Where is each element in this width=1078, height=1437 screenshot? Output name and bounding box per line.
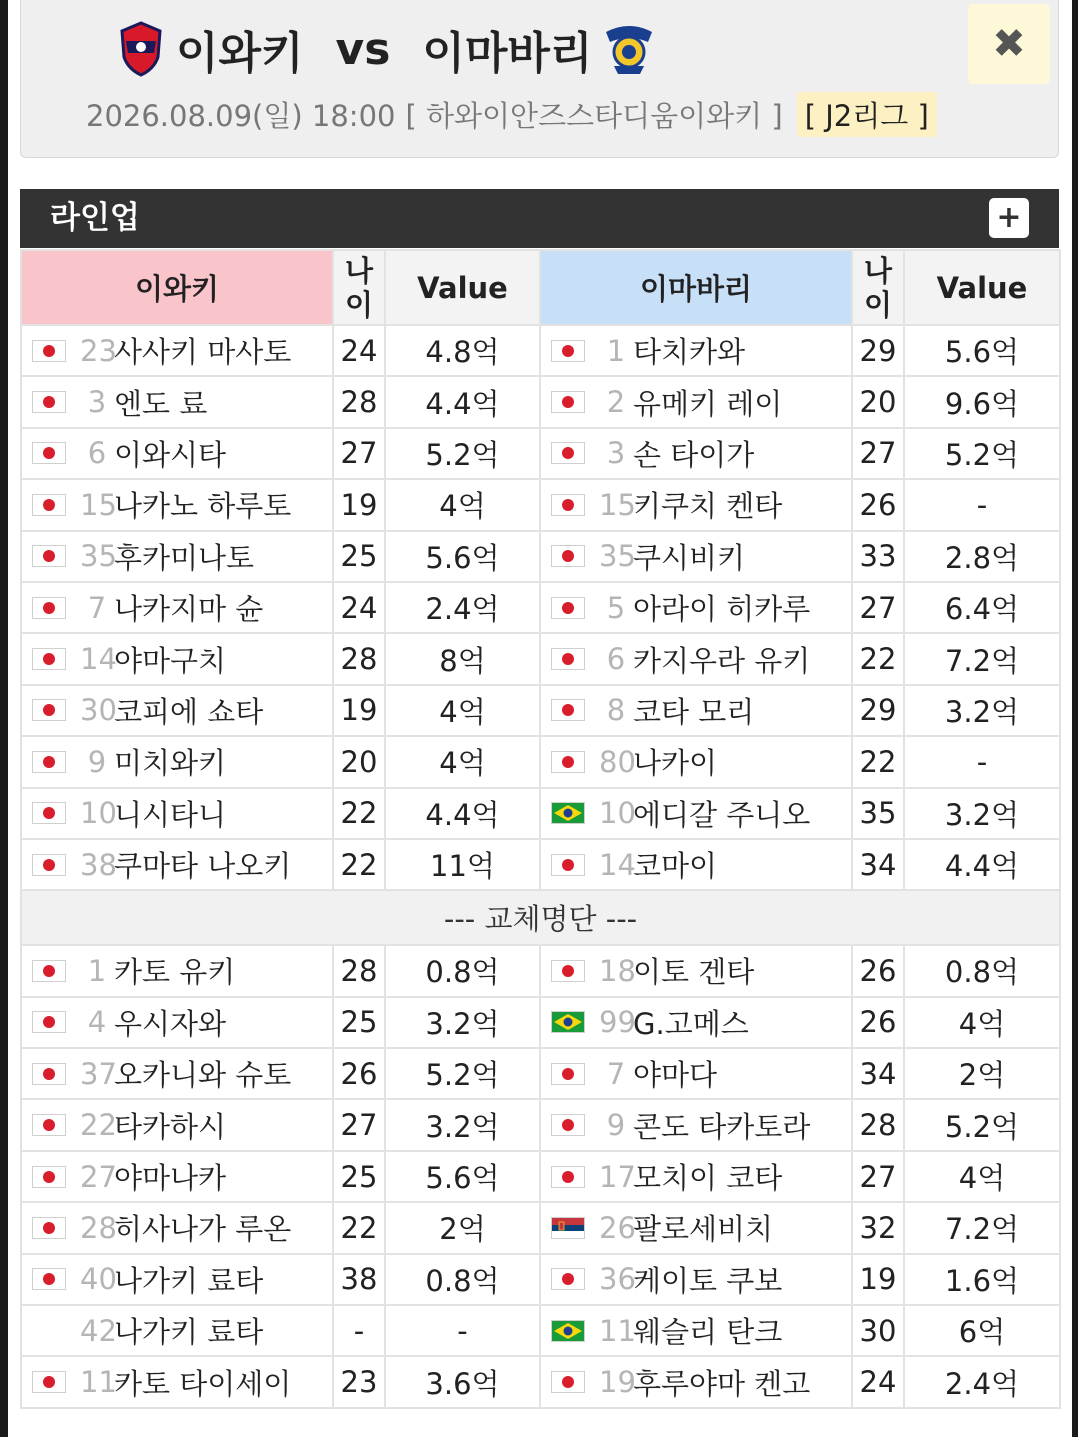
player-name: 사사키 마사토 [114,335,292,370]
home-player-age: 20 [333,736,385,787]
player-name: 야마나카 [114,1161,227,1196]
brazil-flag-icon [551,802,585,824]
japan-flag-icon [551,391,585,413]
lineup-row [21,376,1060,427]
home-value-column-header: Value [385,250,540,325]
away-player-cell[interactable] [540,325,852,376]
lineup-row [21,1202,1060,1253]
league-tag: [ J2리그 ] [797,92,937,137]
lineup-row [21,839,1060,890]
away-player-age: 32 [852,1202,904,1253]
away-player-age: 29 [852,685,904,736]
shirt-number: 2 [606,385,626,420]
lineup-row [21,736,1060,787]
home-player-age: 38 [333,1254,385,1305]
away-player-cell[interactable] [540,839,852,890]
shirt-number: 27 [80,1159,117,1194]
player-name: 후루야마 켄고 [633,1366,811,1401]
home-team-name: 이와키 [176,28,304,79]
home-player-value: 4.8억 [385,325,540,376]
home-player-value: 2.4억 [385,582,540,633]
player-name: 유메키 레이 [633,386,783,421]
match-date-time: 2026.08.09(일) 18:00 [86,98,396,133]
player-name: 엔도 료 [114,386,208,421]
lineup-row [21,1254,1060,1305]
away-player-age: 33 [852,531,904,582]
versus-label: vs [335,23,391,75]
japan-flag-icon [551,545,585,567]
player-name: 웨슬리 탄크 [633,1315,783,1350]
match-title [118,14,658,84]
shirt-number: 26 [599,1210,636,1245]
home-player-value: 4억 [385,736,540,787]
away-player-age: 20 [852,376,904,427]
player-name: 나카이 [633,746,718,781]
home-player-cell[interactable] [21,1151,333,1202]
player-name: 이토 겐타 [633,955,755,990]
home-team-column-header: 이와키 [21,250,333,325]
home-player-value: 3.2억 [385,1099,540,1150]
away-player-value: 5.6억 [904,325,1060,376]
away-player-cell[interactable] [540,997,852,1048]
player-name: 손 타이가 [633,437,755,472]
away-player-cell[interactable] [540,1099,852,1150]
player-name: 카지우라 유키 [633,643,811,678]
player-name: 야마구치 [114,643,227,678]
away-player-cell[interactable] [540,1151,852,1202]
away-player-cell[interactable] [540,1305,852,1356]
shirt-number: 40 [80,1262,117,1297]
player-name: 타카하시 [114,1109,227,1144]
player-name: 우시자와 [114,1006,227,1041]
shirt-number: 9 [87,744,107,779]
away-player-cell[interactable] [540,1254,852,1305]
shirt-number: 11 [80,1365,117,1400]
home-player-age: 28 [333,633,385,684]
home-player-cell[interactable] [21,531,333,582]
away-player-age: 22 [852,736,904,787]
lineup-row [21,428,1060,479]
player-name: 야마다 [633,1058,718,1093]
player-name: 아라이 히카루 [633,592,811,627]
away-player-age: 28 [852,1099,904,1150]
lineup-row [21,1356,1060,1407]
away-player-value: 3.2억 [904,685,1060,736]
away-player-age: 26 [852,945,904,996]
expand-lineup-button[interactable]: + [989,198,1029,238]
shirt-number: 36 [599,1262,636,1297]
away-player-cell[interactable] [540,1048,852,1099]
away-player-cell[interactable] [540,736,852,787]
lineup-row [21,997,1060,1048]
away-player-age: 34 [852,1048,904,1099]
player-name: 나카지마 슌 [114,592,264,627]
shirt-number: 19 [599,1365,636,1400]
away-player-value: - [904,736,1060,787]
player-name: 코피에 쇼타 [114,694,264,729]
home-player-age: 19 [333,685,385,736]
away-player-cell[interactable] [540,945,852,996]
home-player-age: 25 [333,531,385,582]
player-name: 후카미나토 [114,540,255,575]
japan-flag-icon [551,1371,585,1393]
player-name: 카토 타이세이 [114,1366,292,1401]
home-player-cell[interactable] [21,1356,333,1407]
away-player-age: 29 [852,325,904,376]
home-player-cell[interactable] [21,997,333,1048]
japan-flag-icon [551,648,585,670]
away-player-age: 30 [852,1305,904,1356]
home-player-age: 25 [333,997,385,1048]
away-player-age: 34 [852,839,904,890]
japan-flag-icon [551,1166,585,1188]
japan-flag-icon [551,1114,585,1136]
home-player-cell[interactable] [21,1254,333,1305]
player-name: 쿠마타 나오키 [114,849,292,884]
home-player-cell[interactable] [21,582,333,633]
japan-flag-icon [32,1011,66,1033]
home-player-value: 4.4억 [385,788,540,839]
japan-flag-icon [32,597,66,619]
lineup-row [21,945,1060,996]
lineup-header-row [21,250,1060,325]
home-player-age: 27 [333,428,385,479]
away-player-value: 9.6억 [904,376,1060,427]
match-venue: [ 하와이안즈스타디움이와키 ] [405,98,783,133]
away-player-cell[interactable] [540,479,852,530]
player-name: 코타 모리 [633,694,755,729]
player-name: 타치카와 [633,335,746,370]
away-player-cell[interactable] [540,582,852,633]
home-player-age: 23 [333,1356,385,1407]
japan-flag-icon [32,854,66,876]
home-player-cell[interactable] [21,736,333,787]
shirt-number: 3 [87,385,107,420]
japan-flag-icon [32,1371,66,1393]
lineup-row [21,1305,1060,1356]
player-name: G.고메스 [633,1006,749,1041]
away-player-value: 4억 [904,997,1060,1048]
home-player-cell[interactable] [21,1099,333,1150]
japan-flag-icon [32,1217,66,1239]
away-player-age: 22 [852,633,904,684]
shirt-number: 10 [80,796,117,831]
shirt-number: 5 [606,590,626,625]
shirt-number: 28 [80,1210,117,1245]
away-player-age: 27 [852,582,904,633]
japan-flag-icon [32,699,66,721]
lineup-row [21,325,1060,376]
home-player-value: 8억 [385,633,540,684]
home-player-age: 24 [333,582,385,633]
away-player-age: 26 [852,479,904,530]
japan-flag-icon [551,960,585,982]
lineup-body [21,325,1060,1408]
close-button[interactable] [968,4,1050,84]
japan-flag-icon [32,960,66,982]
match-info [86,94,937,134]
shirt-number: 11 [599,1313,636,1348]
away-player-cell[interactable] [540,1202,852,1253]
home-player-cell[interactable] [21,945,333,996]
home-team-logo-icon [118,21,164,77]
shirt-number: 6 [606,642,626,677]
away-team-column-header: 이마바리 [540,250,852,325]
lineup-row [21,1151,1060,1202]
shirt-number: 38 [80,847,117,882]
japan-flag-icon [32,1166,66,1188]
player-name: 나가키 료타 [114,1263,264,1298]
japan-flag-icon [551,854,585,876]
player-name: 히사나가 루온 [114,1212,292,1247]
home-player-value: 0.8억 [385,1254,540,1305]
home-player-age: 25 [333,1151,385,1202]
lineup-row [21,582,1060,633]
home-player-value: 2억 [385,1202,540,1253]
home-player-cell[interactable] [21,428,333,479]
away-player-value: - [904,479,1060,530]
away-player-value: 1.6억 [904,1254,1060,1305]
player-name: 카토 유키 [114,955,236,990]
home-player-value: 0.8억 [385,945,540,996]
player-name: 에디갈 주니오 [633,797,811,832]
away-player-value: 2억 [904,1048,1060,1099]
right-frame-edge [1072,0,1078,1437]
japan-flag-icon [32,1114,66,1136]
left-frame-edge [0,0,8,1437]
japan-flag-icon [32,1063,66,1085]
player-name: 나카노 하루토 [114,489,292,524]
away-player-value: 4억 [904,1151,1060,1202]
home-player-age: 28 [333,376,385,427]
shirt-number: 7 [606,1056,626,1091]
home-player-value: 5.6억 [385,1151,540,1202]
shirt-number: 23 [80,333,117,368]
away-age-column-header: 나 이 [852,250,904,325]
japan-flag-icon [32,340,66,362]
home-player-value: 4억 [385,685,540,736]
shirt-number: 1 [87,953,107,988]
shirt-number: 99 [599,1005,636,1040]
home-player-value: 3.2억 [385,997,540,1048]
away-team-logo-icon [600,22,658,76]
away-player-value: 6억 [904,1305,1060,1356]
shirt-number: 7 [87,590,107,625]
away-player-value: 2.4억 [904,1356,1060,1407]
away-player-age: 35 [852,788,904,839]
lineup-table [20,249,1061,1409]
shirt-number: 3 [606,436,626,471]
shirt-number: 80 [599,744,636,779]
substitutes-divider-row [21,890,1060,945]
home-player-cell[interactable] [21,839,333,890]
shirt-number: 15 [80,487,117,522]
player-name: 팔로세비치 [633,1212,774,1247]
lineup-row [21,479,1060,530]
home-player-value: 11억 [385,839,540,890]
japan-flag-icon [551,597,585,619]
shirt-number: 14 [80,642,117,677]
away-player-value: 7.2억 [904,633,1060,684]
home-player-value: 4.4억 [385,376,540,427]
shirt-number: 37 [80,1056,117,1091]
away-player-cell[interactable] [540,531,852,582]
shirt-number: 9 [606,1108,626,1143]
japan-flag-icon [32,1268,66,1290]
japan-flag-icon [551,340,585,362]
away-player-age: 27 [852,428,904,479]
away-player-value: 6.4억 [904,582,1060,633]
japan-flag-icon [32,648,66,670]
brazil-flag-icon [551,1320,585,1342]
japan-flag-icon [32,442,66,464]
japan-flag-icon [551,442,585,464]
japan-flag-icon [551,1063,585,1085]
brazil-flag-icon [551,1011,585,1033]
lineup-section-header [20,189,1059,248]
player-name: 콘도 타카토라 [633,1109,811,1144]
home-player-age: - [333,1305,385,1356]
lineup-row [21,1048,1060,1099]
close-icon: ✖ [992,21,1026,67]
away-team-name: 이마바리 [422,28,593,79]
japan-flag-icon [551,1268,585,1290]
home-player-value: 4억 [385,479,540,530]
shirt-number: 22 [80,1108,117,1143]
shirt-number: 15 [599,487,636,522]
lineup-row [21,633,1060,684]
lineup-row [21,1099,1060,1150]
home-player-age: 26 [333,1048,385,1099]
player-name: 니시타니 [114,797,227,832]
japan-flag-icon [551,751,585,773]
japan-flag-icon [551,699,585,721]
player-name: 미치와키 [114,746,227,781]
away-player-cell[interactable] [540,685,852,736]
shirt-number: 4 [87,1005,107,1040]
away-player-value: 2.8억 [904,531,1060,582]
serbia-flag-icon [551,1217,585,1239]
lineup-row [21,531,1060,582]
home-player-cell[interactable] [21,1305,333,1356]
player-name: 모치이 코타 [633,1161,783,1196]
home-player-age: 27 [333,1099,385,1150]
home-player-cell[interactable] [21,1048,333,1099]
away-player-age: 26 [852,997,904,1048]
no-flag-placeholder [32,1320,66,1342]
home-player-age: 19 [333,479,385,530]
away-player-age: 27 [852,1151,904,1202]
away-player-cell[interactable] [540,428,852,479]
away-player-cell[interactable] [540,376,852,427]
shirt-number: 42 [80,1313,117,1348]
home-player-cell[interactable] [21,479,333,530]
shirt-number: 6 [87,436,107,471]
shirt-number: 35 [80,539,117,574]
home-age-column-header: 나 이 [333,250,385,325]
player-name: 코마이 [633,849,718,884]
japan-flag-icon [32,802,66,824]
japan-flag-icon [32,494,66,516]
player-name: 쿠시비키 [633,540,746,575]
away-player-value: 4.4억 [904,839,1060,890]
home-player-value: 5.2억 [385,1048,540,1099]
home-player-cell[interactable] [21,1202,333,1253]
home-player-age: 22 [333,788,385,839]
japan-flag-icon [32,545,66,567]
home-player-age: 22 [333,839,385,890]
japan-flag-icon [32,391,66,413]
shirt-number: 35 [599,539,636,574]
away-player-value: 0.8억 [904,945,1060,996]
lineup-row [21,788,1060,839]
away-player-age: 19 [852,1254,904,1305]
home-player-cell[interactable] [21,376,333,427]
home-player-value: - [385,1305,540,1356]
substitutes-label: --- 교체명단 --- [21,890,1060,945]
home-player-cell[interactable] [21,325,333,376]
player-name: 키쿠치 켄타 [633,489,783,524]
shirt-number: 14 [599,847,636,882]
away-player-value: 7.2억 [904,1202,1060,1253]
player-name: 이와시타 [114,437,227,472]
shirt-number: 30 [80,693,117,728]
home-player-age: 28 [333,945,385,996]
shirt-number: 8 [606,693,626,728]
away-player-cell[interactable] [540,788,852,839]
away-player-age: 24 [852,1356,904,1407]
away-player-cell[interactable] [540,1356,852,1407]
home-player-value: 3.6억 [385,1356,540,1407]
lineup-row [21,685,1060,736]
home-player-age: 22 [333,1202,385,1253]
player-name: 케이토 쿠보 [633,1263,783,1298]
shirt-number: 1 [606,333,626,368]
japan-flag-icon [32,751,66,773]
player-name: 오카니와 슈토 [114,1058,292,1093]
shirt-number: 18 [599,953,636,988]
home-player-value: 5.2억 [385,428,540,479]
shirt-number: 17 [599,1159,636,1194]
away-player-value: 3.2억 [904,788,1060,839]
shirt-number: 10 [599,796,636,831]
home-player-age: 24 [333,325,385,376]
japan-flag-icon [551,494,585,516]
away-player-cell[interactable] [540,633,852,684]
away-value-column-header: Value [904,250,1060,325]
home-player-cell[interactable] [21,788,333,839]
home-player-cell[interactable] [21,685,333,736]
lineup-title: 라인업 [50,200,140,236]
home-player-value: 5.6억 [385,531,540,582]
home-player-cell[interactable] [21,633,333,684]
away-player-value: 5.2억 [904,1099,1060,1150]
away-player-value: 5.2억 [904,428,1060,479]
player-name: 나가키 료타 [114,1315,264,1350]
